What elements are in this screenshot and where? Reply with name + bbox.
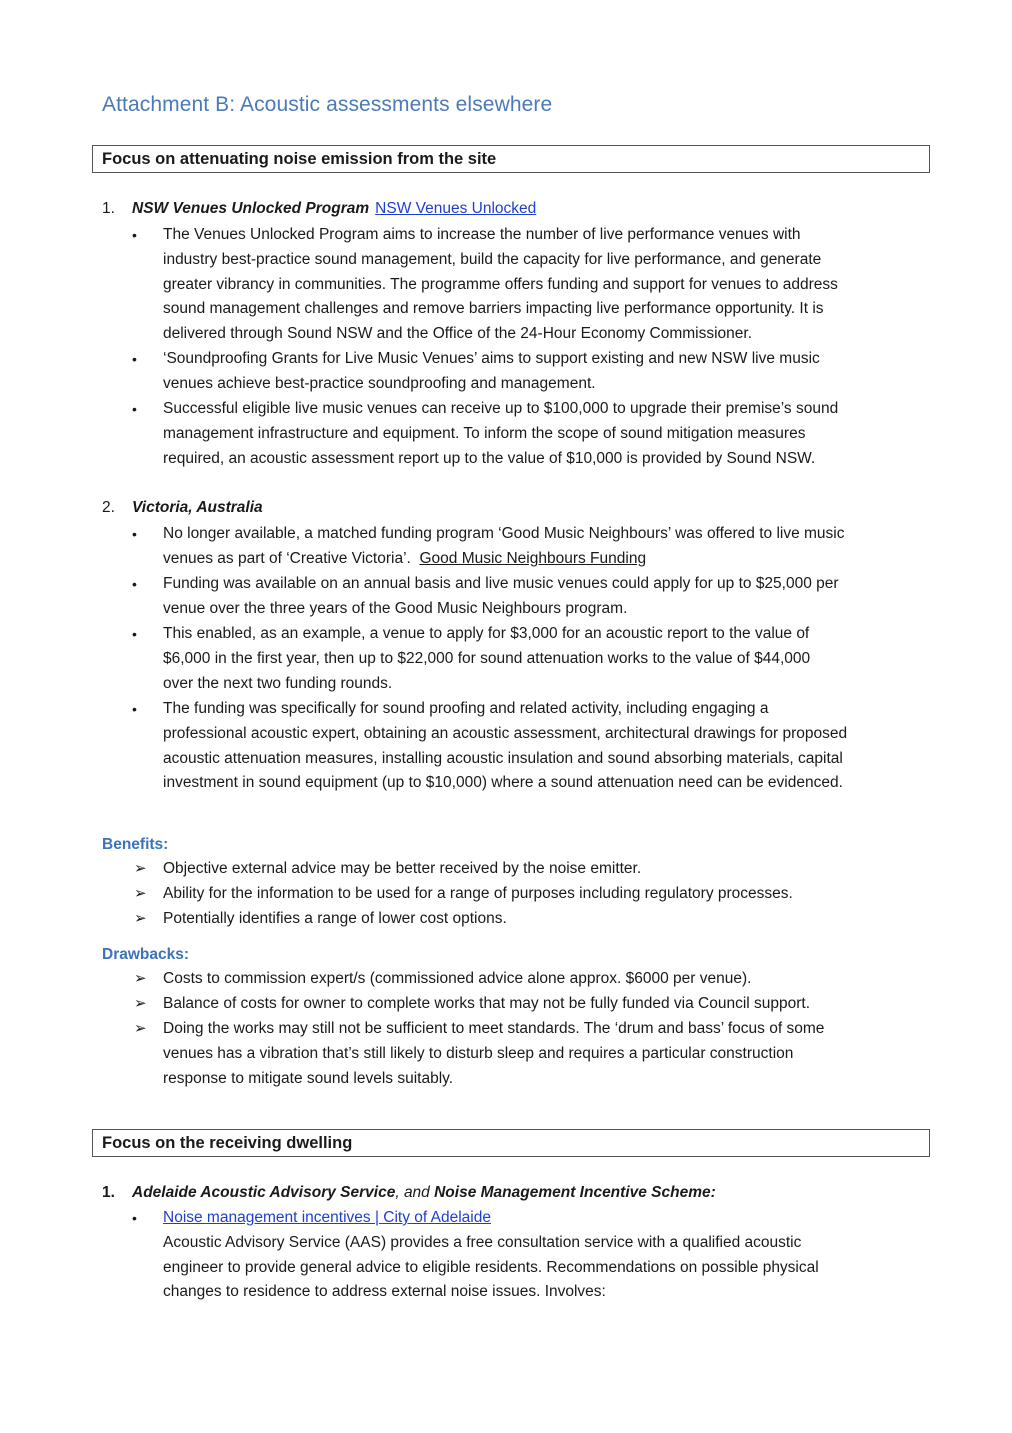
section-heading-dwelling: Focus on the receiving dwelling bbox=[92, 1129, 930, 1157]
list-item bbox=[132, 697, 933, 796]
arrow-icon: ➢ bbox=[134, 860, 147, 877]
bullet-icon: • bbox=[132, 576, 137, 592]
bullet-icon: • bbox=[132, 526, 137, 542]
item-title-joiner: , and bbox=[395, 1184, 435, 1201]
text-line: acoustic attenuation measures, installing acoustic insulation and sound absorbing materials, capital bbox=[163, 749, 843, 767]
text-segment: venues as part of ‘Creative Victoria’. bbox=[163, 549, 411, 567]
item-number: 1. bbox=[102, 1184, 115, 1201]
list-item bbox=[132, 223, 933, 347]
text-line: engineer to provide general advice to eligible residents. Recommendations on possible physical bbox=[163, 1258, 819, 1276]
item-title-text: NSW Venues Unlocked Program bbox=[132, 200, 370, 217]
list-item bbox=[132, 572, 933, 622]
arrow-icon: ➢ bbox=[134, 970, 147, 987]
item-title-text: Adelaide Acoustic Advisory Service bbox=[132, 1184, 396, 1201]
text-line: over the next two funding rounds. bbox=[163, 674, 393, 692]
section-heading-emission: Focus on attenuating noise emission from the site bbox=[92, 145, 930, 173]
text-line: industry best-practice sound management, build the capacity for live performance, and generate bbox=[163, 250, 822, 268]
drawback-item bbox=[134, 1017, 933, 1091]
text-line: professional acoustic expert, obtaining an acoustic assessment, architectural drawings for proposed bbox=[163, 724, 848, 742]
drawback-item bbox=[134, 967, 933, 992]
text-line: sound management challenges and remove barriers impacting live performance opportunity. It is bbox=[163, 300, 824, 318]
item-title-nsw bbox=[102, 199, 536, 219]
arrow-icon: ➢ bbox=[134, 885, 147, 902]
text-line: Balance of costs for owner to complete works that may not be fully funded via Council support. bbox=[163, 995, 811, 1012]
text-line: The funding was specifically for sound proofing and related activity, including engaging a bbox=[163, 700, 769, 717]
text-line: venues has a vibration that’s still likely to disturb sleep and requires a particular construction bbox=[163, 1044, 794, 1062]
list-item bbox=[132, 622, 933, 696]
arrow-icon: ➢ bbox=[134, 995, 147, 1012]
bullet-icon: • bbox=[132, 701, 137, 717]
drawback-item bbox=[134, 992, 933, 1017]
text-line: Objective external advice may be better received by the noise emitter. bbox=[163, 860, 642, 877]
text-line: No longer available, a matched funding program ‘Good Music Neighbours’ was offered to live music bbox=[163, 525, 845, 542]
text-line: greater vibrancy in communities. The programme offers funding and support for venues to address bbox=[163, 275, 838, 293]
text-line: Acoustic Advisory Service (AAS) provides a free consultation service with a qualified acoustic bbox=[163, 1233, 802, 1251]
page-title: Attachment B: Acoustic assessments elsewhere bbox=[102, 93, 553, 116]
text-line: changes to residence to address external noise issues. Involves: bbox=[163, 1283, 606, 1301]
text-line: This enabled, as an example, a venue to apply for $3,000 for an acoustic report to the value of bbox=[163, 625, 810, 642]
nsw-venues-link[interactable]: NSW Venues Unlocked bbox=[375, 200, 537, 217]
text-line: required, an acoustic assessment report up to the value of $10,000 is provided by Sound NSW. bbox=[163, 449, 816, 467]
text-line: Potentially identifies a range of lower cost options. bbox=[163, 910, 507, 927]
list-item bbox=[132, 347, 933, 397]
list-item bbox=[132, 522, 933, 572]
text-line: The Venues Unlocked Program aims to increase the number of live performance venues with bbox=[163, 226, 801, 243]
bullet-icon: • bbox=[132, 401, 137, 417]
arrow-icon: ➢ bbox=[134, 1020, 147, 1037]
list-item bbox=[132, 397, 933, 471]
arrow-icon: ➢ bbox=[134, 910, 147, 927]
benefit-item bbox=[134, 857, 933, 882]
text-line: $6,000 in the first year, then up to $22,000 for sound attenuation works to the value of $44,000 bbox=[163, 649, 811, 667]
adelaide-incentives-link[interactable]: Noise management incentives | City of Adelaide bbox=[163, 1209, 491, 1226]
benefits-label: Benefits: bbox=[102, 836, 169, 853]
bullet-icon: • bbox=[132, 351, 137, 367]
list-item bbox=[132, 1206, 933, 1305]
benefit-item bbox=[134, 882, 933, 907]
text-line: Costs to commission expert/s (commissioned advice alone approx. $6000 per venue). bbox=[163, 970, 752, 987]
item-title-text: Noise Management Incentive Scheme: bbox=[434, 1184, 716, 1201]
text-line: venues achieve best-practice soundproofing and management. bbox=[163, 374, 596, 392]
drawbacks-label: Drawbacks: bbox=[102, 946, 190, 963]
item-title-victoria bbox=[102, 498, 263, 518]
item-title-text: Victoria, Australia bbox=[132, 499, 263, 516]
text-line: Successful eligible live music venues can receive up to $100,000 to upgrade their premise’s sound bbox=[163, 400, 839, 417]
text-line: ‘Soundproofing Grants for Live Music Venues’ aims to support existing and new NSW live music bbox=[163, 350, 820, 367]
item-number: 2. bbox=[102, 499, 115, 516]
good-music-neighbours-link[interactable]: Good Music Neighbours Funding bbox=[419, 549, 647, 567]
benefit-item bbox=[134, 907, 933, 932]
text-line: response to mitigate sound levels suitably. bbox=[163, 1069, 454, 1087]
item-number: 1. bbox=[102, 200, 115, 217]
text-line: investment in sound equipment (up to $10,000) where a sound attenuation need can be evidenced. bbox=[163, 774, 843, 792]
bullet-icon: • bbox=[132, 227, 137, 243]
item-title-adelaide bbox=[102, 1183, 716, 1203]
text-line: delivered through Sound NSW and the Office of the 24-Hour Economy Commissioner. bbox=[163, 325, 753, 343]
text-line: Funding was available on an annual basis and live music venues could apply for up to $25,000 per bbox=[163, 575, 839, 592]
text-line bbox=[163, 1206, 933, 1231]
text-line: Ability for the information to be used for a range of purposes including regulatory processes. bbox=[163, 885, 793, 902]
text-line: management infrastructure and equipment. To inform the scope of sound mitigation measures bbox=[163, 424, 806, 442]
bullet-icon: • bbox=[132, 1210, 137, 1226]
text-line: Doing the works may still not be sufficient to meet standards. The ‘drum and bass’ focus of some bbox=[163, 1020, 825, 1037]
text-line bbox=[163, 547, 933, 572]
bullet-icon: • bbox=[132, 626, 137, 642]
text-line: venue over the three years of the Good Music Neighbours program. bbox=[163, 599, 628, 617]
